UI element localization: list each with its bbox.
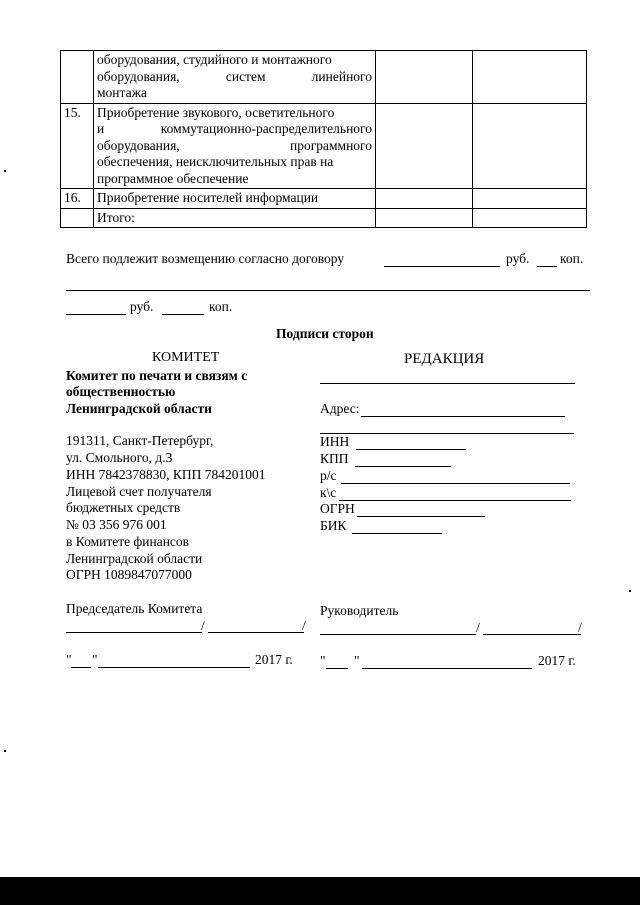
amount-rub-field[interactable]	[384, 266, 500, 267]
editorial-ogrn-label: ОГРН	[320, 501, 355, 516]
amount-words-field[interactable]	[66, 290, 590, 291]
amount-cell	[473, 103, 587, 189]
amount-cell	[473, 208, 587, 228]
amount-kop-field[interactable]	[537, 266, 557, 267]
committee-inn-kpp: ИНН 7842378830, КПП 784201001	[66, 467, 266, 482]
row-description	[94, 51, 376, 104]
editorial-signature-field[interactable]	[320, 634, 476, 635]
editorial-address-field[interactable]	[361, 416, 565, 417]
editorial-title: РЕДАКЦИЯ	[404, 351, 485, 367]
amount-cell	[473, 189, 587, 209]
editorial-rs-field[interactable]	[341, 483, 570, 484]
slash-separator: /	[578, 620, 582, 635]
committee-finance-line1: в Комитете финансов	[66, 534, 190, 549]
committee-account-line1: Лицевой счет получателя	[66, 484, 212, 499]
desc-line: Приобретение звукового, осветительного	[97, 104, 335, 120]
amount-words-kop-field[interactable]	[162, 314, 204, 315]
committee-name-line1: Комитет по печати и связям с	[66, 368, 248, 383]
amount-cell	[376, 189, 473, 209]
amount-cell	[376, 208, 473, 228]
desc-line: и коммутационно-распределительного	[97, 121, 372, 136]
amount-words-rub-field[interactable]	[66, 314, 126, 315]
committee-name-field[interactable]	[208, 632, 304, 633]
editorial-ks-label: к\с	[320, 485, 337, 500]
desc-line: программное обеспечение	[97, 170, 249, 186]
editorial-rs-label: р/с	[320, 468, 337, 483]
editorial-ks-field[interactable]	[339, 500, 571, 501]
quote-close: "	[92, 652, 98, 667]
committee-name-line2: общественностью	[66, 384, 176, 399]
quote-close: "	[354, 653, 360, 668]
editorial-address-label: Адрес:	[320, 401, 360, 416]
committee-ogrn: ОГРН 1089847077000	[66, 567, 192, 582]
scan-speck	[4, 750, 6, 752]
amount-cell	[376, 103, 473, 189]
committee-month-field[interactable]	[98, 667, 250, 668]
scan-speck	[4, 170, 6, 172]
desc-line: оборудования, программного	[97, 137, 372, 153]
desc-line: Приобретение носителей информации	[97, 190, 319, 205]
slash-separator: /	[201, 618, 205, 633]
amount-cell	[376, 51, 473, 104]
kop-label: коп.	[560, 251, 584, 266]
rub-label: руб.	[506, 251, 530, 266]
committee-year: 2017 г.	[255, 652, 293, 667]
editorial-day-field[interactable]	[326, 668, 348, 669]
committee-title: КОМИТЕТ	[152, 350, 220, 365]
row-description	[94, 189, 376, 209]
editorial-month-field[interactable]	[362, 668, 532, 669]
editorial-ogrn-field[interactable]	[357, 516, 485, 517]
editorial-year: 2017 г.	[538, 653, 576, 668]
editorial-bik-label: БИК	[320, 518, 347, 533]
slash-separator: /	[302, 618, 306, 633]
editorial-name-sig-field[interactable]	[483, 634, 581, 635]
desc-line: монтажа	[97, 85, 147, 100]
editorial-address-field-2[interactable]	[320, 433, 574, 434]
editorial-name-field[interactable]	[320, 383, 575, 384]
scan-bottom-edge	[0, 877, 640, 905]
editorial-kpp-field[interactable]	[355, 466, 451, 467]
committee-signer-title: Председатель Комитета	[66, 601, 203, 616]
table-row	[61, 103, 587, 189]
row-description	[94, 103, 376, 189]
editorial-kpp-label: КПП	[320, 451, 349, 466]
row-description	[94, 208, 376, 228]
slash-separator: /	[476, 620, 480, 635]
committee-address-line2: ул. Смольного, д.3	[66, 450, 173, 465]
scan-speck	[629, 590, 631, 592]
desc-line: обеспечения, неисключительных прав на	[97, 154, 334, 169]
editorial-inn-field[interactable]	[356, 449, 466, 450]
total-sentence: Всего подлежит возмещению согласно договору	[66, 251, 345, 266]
quote-open: "	[320, 653, 326, 668]
committee-signature-field[interactable]	[66, 632, 202, 633]
row-number: 15.	[61, 103, 94, 189]
total-label: Итого:	[97, 209, 135, 225]
desc-line: оборудования, систем линейного	[97, 68, 372, 84]
editorial-inn-label: ИНН	[320, 434, 350, 449]
committee-finance-line2: Ленинградской области	[66, 551, 203, 566]
desc-line: оборудования, студийного и монтажного	[97, 52, 332, 67]
committee-name-line3: Ленинградской области	[66, 401, 212, 416]
committee-account-line2: бюджетных средств	[66, 500, 181, 515]
committee-account-number: № 03 356 976 001	[66, 517, 167, 532]
signatures-heading: Подписи сторон	[276, 326, 374, 341]
row-number: 16.	[61, 189, 94, 209]
editorial-bik-field[interactable]	[352, 533, 442, 534]
table-row	[61, 189, 587, 209]
amount-cell	[473, 51, 587, 104]
row-number	[61, 51, 94, 104]
kop-label-2: коп.	[209, 299, 233, 314]
table-row	[61, 51, 587, 104]
table-row	[61, 208, 587, 228]
cost-table	[60, 50, 587, 228]
row-number	[61, 208, 94, 228]
committee-day-field[interactable]	[71, 667, 91, 668]
editorial-signer-title: Руководитель	[320, 603, 399, 618]
rub-label-2: руб.	[130, 299, 154, 314]
quote-open: "	[66, 652, 72, 667]
committee-address-line1: 191311, Санкт-Петербург,	[66, 433, 214, 448]
